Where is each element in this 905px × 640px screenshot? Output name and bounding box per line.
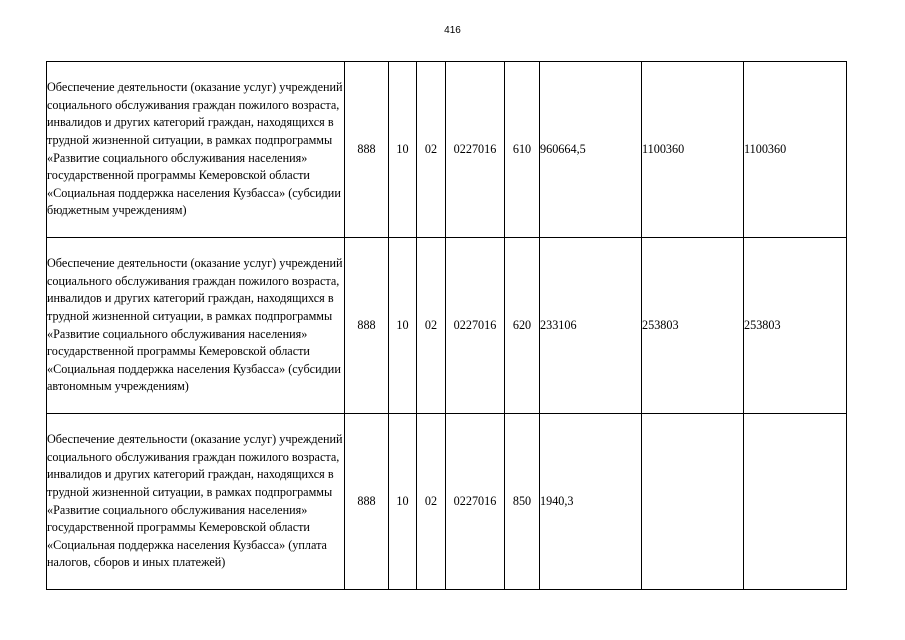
subsection-code: 02	[417, 414, 446, 590]
expense-type-code: 610	[505, 62, 540, 238]
section-code: 10	[389, 62, 417, 238]
description-text: Обеспечение деятельности (оказание услуг) учреждений социального обслуживания граждан пожилого возраста, инвалидов и других категорий граждан, находящихся в трудной жизненной ситуации, в рамках подпрограммы «Развитие социального обслуживания населения» государственной программы Кемеровской области «Социальная поддержка населения Кузбасса» (субсидии автономным учреждениям)	[47, 256, 343, 394]
budget-table	[46, 61, 847, 590]
amount-3: 253803	[744, 238, 847, 414]
table-row	[47, 238, 847, 414]
expense-type-code: 620	[505, 238, 540, 414]
subsection-code: 02	[417, 238, 446, 414]
row-description	[47, 62, 345, 238]
subsection-code: 02	[417, 62, 446, 238]
expense-type-code: 850	[505, 414, 540, 590]
ministry-code: 888	[345, 62, 389, 238]
target-article-code: 0227016	[446, 414, 505, 590]
table-row	[47, 62, 847, 238]
ministry-code: 888	[345, 414, 389, 590]
target-article-code: 0227016	[446, 62, 505, 238]
amount-3: 1100360	[744, 62, 847, 238]
section-code: 10	[389, 414, 417, 590]
row-description	[47, 238, 345, 414]
page-number: 416	[444, 25, 461, 36]
section-code: 10	[389, 238, 417, 414]
amount-1: 960664,5	[540, 62, 642, 238]
table-row	[47, 414, 847, 590]
amount-1: 1940,3	[540, 414, 642, 590]
amount-1: 233106	[540, 238, 642, 414]
row-description	[47, 414, 345, 590]
amount-3	[744, 414, 847, 590]
amount-2: 253803	[642, 238, 744, 414]
target-article-code: 0227016	[446, 238, 505, 414]
description-text: Обеспечение деятельности (оказание услуг) учреждений социального обслуживания граждан пожилого возраста, инвалидов и других категорий граждан, находящихся в трудной жизненной ситуации, в рамках подпрограммы «Развитие социального обслуживания населения» государственной программы Кемеровской области «Социальная поддержка населения Кузбасса» (субсидии бюджетным учреждениям)	[47, 80, 343, 218]
description-text: Обеспечение деятельности (оказание услуг) учреждений социального обслуживания граждан пожилого возраста, инвалидов и других категорий граждан, находящихся в трудной жизненной ситуации, в рамках подпрограммы «Развитие социального обслуживания населения» государственной программы Кемеровской области «Социальная поддержка населения Кузбасса» (уплата налогов, сборов и иных платежей)	[47, 432, 343, 570]
amount-2	[642, 414, 744, 590]
amount-2: 1100360	[642, 62, 744, 238]
ministry-code: 888	[345, 238, 389, 414]
